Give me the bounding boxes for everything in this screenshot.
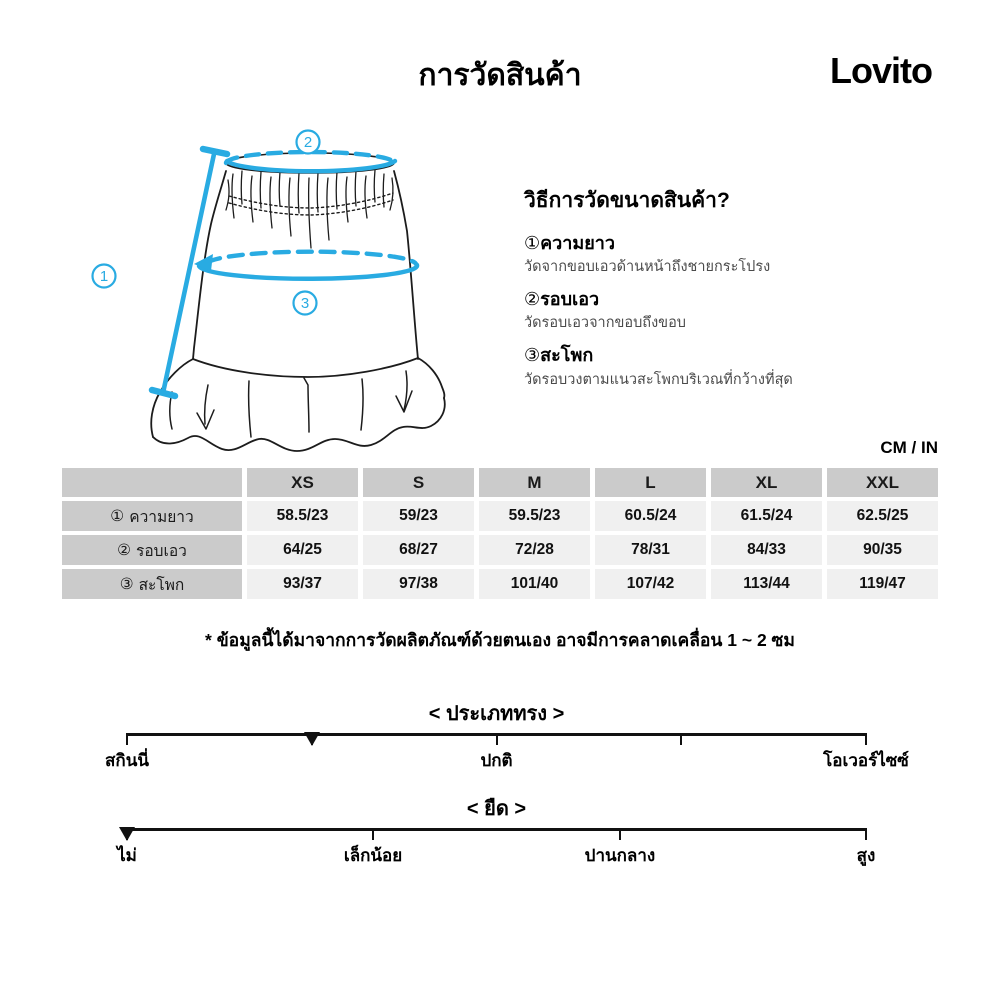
table-value: 97/38 — [363, 569, 474, 599]
circled-number-1: ① — [524, 233, 541, 253]
skirt-measurement-diagram — [75, 115, 505, 465]
scale-tick — [372, 828, 374, 840]
table-value: 90/35 — [827, 535, 938, 565]
table-value: 113/44 — [711, 569, 822, 599]
size-column-header: XS — [247, 468, 358, 497]
table-corner-cell — [62, 468, 242, 497]
instruction-item-length: ①ความยาว วัดจากขอบเอวด้านหน้าถึงชายกระโปรง — [524, 231, 954, 277]
table-value: 61.5/24 — [711, 501, 822, 531]
size-column-header: XXL — [827, 468, 938, 497]
brand-logo: Lovito — [830, 50, 932, 91]
scale-tick — [865, 733, 867, 745]
svg-text:2: 2 — [303, 134, 313, 151]
fit-type-scale — [105, 697, 909, 777]
table-value: 78/31 — [595, 535, 706, 565]
annotation-badge-3 — [294, 292, 317, 315]
row-label-hip: ③ สะโพก — [62, 569, 242, 599]
hip-measure-solid — [199, 265, 417, 279]
fit-type-scale-title: < ประเภททรง > — [428, 703, 565, 725]
table-value: 72/28 — [479, 535, 590, 565]
svg-text:3: 3 — [300, 295, 310, 312]
scale-label-none: ไม่ — [117, 846, 137, 865]
hip-measure-dashed — [207, 252, 416, 264]
table-value: 59/23 — [363, 501, 474, 531]
size-column-header: XL — [711, 468, 822, 497]
annotation-badge-2 — [297, 131, 320, 154]
scale-marker-icon — [304, 732, 320, 746]
table-value: 62.5/25 — [827, 501, 938, 531]
instruction-desc: วัดจากขอบเอวด้านหน้าถึงชายกระโปรง — [524, 259, 771, 276]
table-value: 119/47 — [827, 569, 938, 599]
table-value: 107/42 — [595, 569, 706, 599]
scale-tick — [496, 733, 498, 745]
scale-label-slight: เล็กน้อย — [343, 846, 403, 865]
scale-tick — [680, 733, 682, 745]
stretch-scale — [117, 792, 876, 872]
size-column-header: S — [363, 468, 474, 497]
scale-tick — [619, 828, 621, 840]
table-value: 101/40 — [479, 569, 590, 599]
scale-label-regular: ปกติ — [480, 751, 513, 770]
table-value: 60.5/24 — [595, 501, 706, 531]
instructions-heading: วิธีการวัดขนาดสินค้า? — [524, 189, 730, 212]
svg-text:1: 1 — [99, 268, 109, 285]
instruction-desc: วัดรอบเอวจากขอบถึงขอบ — [524, 315, 686, 332]
stretch-scale-title: < ยืด > — [466, 798, 527, 820]
scale-marker-icon — [119, 827, 135, 841]
table-value: 93/37 — [247, 569, 358, 599]
table-value: 58.5/23 — [247, 501, 358, 531]
table-value: 59.5/23 — [479, 501, 590, 531]
scale-label-oversize: โอเวอร์ไซซ์ — [823, 751, 909, 770]
scale-label-high: สูง — [856, 846, 876, 865]
instruction-item-waist: ②รอบเอว วัดรอบเอวจากขอบถึงขอบ — [524, 287, 954, 333]
page-title: การวัดสินค้า — [418, 59, 582, 92]
scale-label-medium: ปานกลาง — [584, 846, 656, 865]
scale-tick — [865, 828, 867, 840]
row-label-waist: ② รอบเอว — [62, 535, 242, 565]
circled-number-2: ② — [524, 289, 541, 310]
disclaimer-text: * ข้อมูลนี้ได้มาจากการวัดผลิตภัณฑ์ด้วยตนเอง อาจมีการคลาดเคลื่อน 1 ~ 2 ซม — [205, 630, 795, 650]
row-label-length: ① ความยาว — [62, 501, 242, 531]
length-measure-line — [163, 154, 214, 393]
annotation-badge-1 — [93, 265, 116, 288]
size-column-header: M — [479, 468, 590, 497]
circled-number-3: ③ — [524, 345, 541, 366]
table-value: 68/27 — [363, 535, 474, 565]
scale-line — [127, 828, 866, 831]
instruction-item-hip: ③สะโพก วัดรอบวงตามแนวสะโพกบริเวณที่กว้างที่สุด — [524, 343, 954, 389]
instruction-desc: วัดรอบวงตามแนวสะโพกบริเวณที่กว้างที่สุด — [524, 371, 793, 388]
size-column-header: L — [595, 468, 706, 497]
table-value: 64/25 — [247, 535, 358, 565]
size-table — [62, 468, 938, 599]
measurement-instructions — [524, 184, 954, 399]
waist-measure-solid — [227, 161, 395, 171]
scale-tick — [126, 733, 128, 745]
unit-label: CM / IN — [880, 438, 938, 457]
scale-label-skinny: สกินนี่ — [105, 751, 149, 770]
table-value: 84/33 — [711, 535, 822, 565]
